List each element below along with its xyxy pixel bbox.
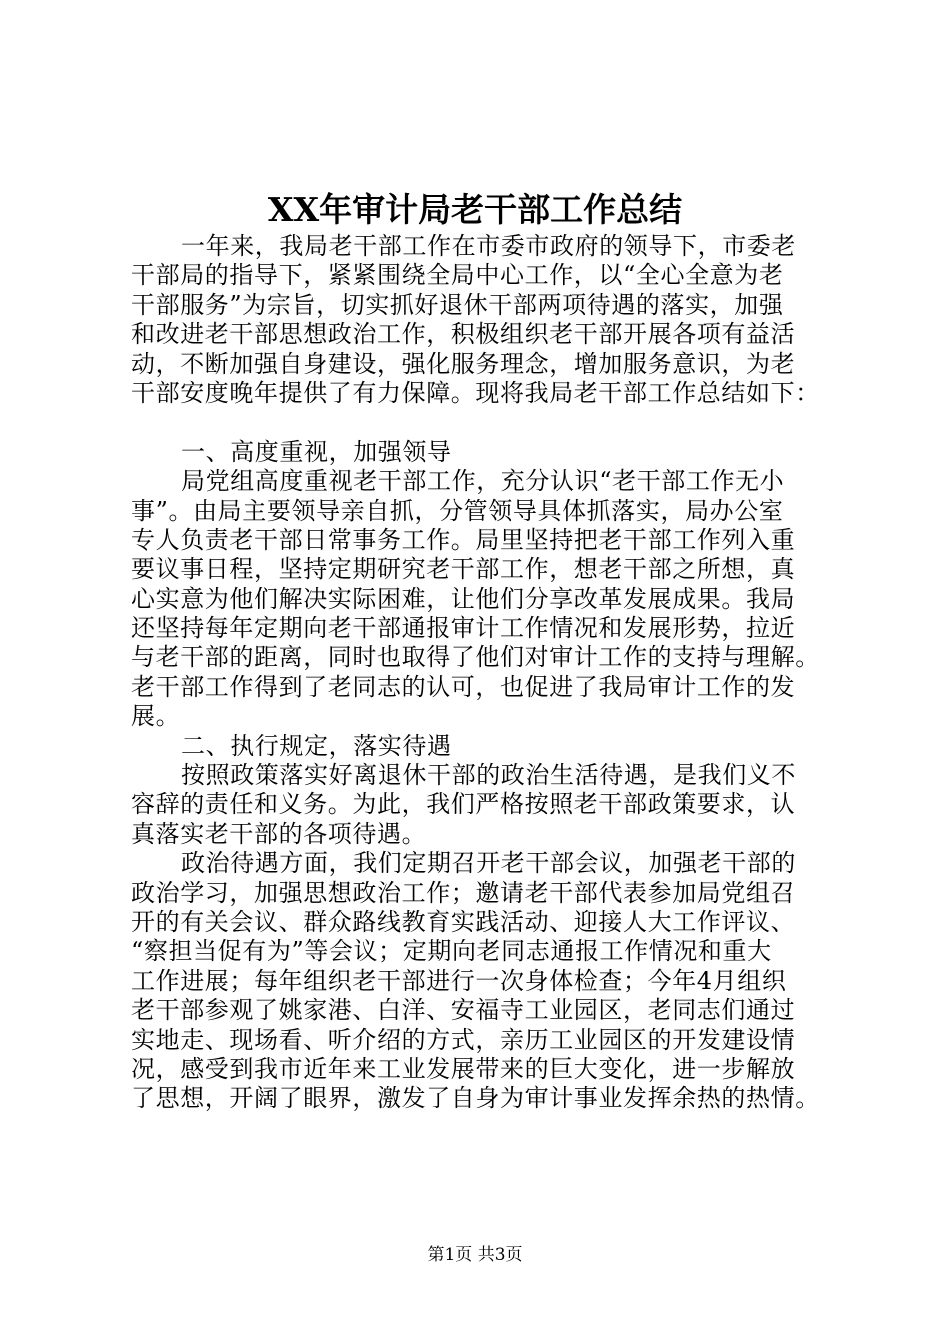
paragraph-line: 干部安度晚年提供了有力保障。现将我局老干部工作总结如下： (131, 378, 820, 407)
paragraph-line: 政治学习，加强思想政治工作；邀请老干部代表参加局党组召 (131, 878, 796, 907)
paragraph-line: 心实意为他们解决实际困难，让他们分享改革发展成果。我局 (131, 584, 796, 613)
paragraph-line: 实地走、现场看、听介绍的方式，亲历工业园区的开发建设情 (131, 1025, 796, 1054)
document-body (131, 232, 831, 1114)
section-heading: 二、执行规定，落实待遇 (181, 731, 452, 760)
paragraph-line: 事”。由局主要领导亲自抓，分管领导具体抓落实，局办公室 (131, 496, 784, 525)
paragraph-line: 干部服务”为宗旨，切实抓好退休干部两项待遇的落实，加强 (131, 290, 784, 319)
paragraph-line: 还坚持每年定期向老干部通报审计工作情况和发展形势，拉近 (131, 614, 796, 643)
paragraph-line: 和改进老干部思想政治工作，积极组织老干部开展各项有益活 (131, 320, 796, 349)
paragraph-line: 况，感受到我市近年来工业发展带来的巨大变化，进一步解放 (131, 1054, 796, 1083)
paragraph-line: 展。 (131, 702, 181, 731)
paragraph-line: 真落实老干部的各项待遇。 (131, 819, 427, 848)
paragraph-line: 开的有关会议、群众路线教育实践活动、迎接人大工作评议、 (131, 907, 796, 936)
page-number-footer: 第1页 共3页 (427, 1245, 523, 1265)
paragraph-line: 按照政策落实好离退休干部的政治生活待遇，是我们义不 (181, 761, 796, 790)
paragraph-line: 政治待遇方面，我们定期召开老干部会议，加强老干部的 (181, 849, 796, 878)
paragraph-line: “察担当促有为”等会议；定期向老同志通报工作情况和重大 (131, 937, 772, 966)
paragraph-line: 老干部工作得到了老同志的认可，也促进了我局审计工作的发 (131, 672, 796, 701)
paragraph-line: 局党组高度重视老干部工作，充分认识“老干部工作无小 (181, 467, 785, 496)
document-title: XX年审计局老干部工作总结 (267, 190, 683, 229)
paragraph-line: 与老干部的距离，同时也取得了他们对审计工作的支持与理解。 (131, 643, 820, 672)
paragraph-line: 干部局的指导下，紧紧围绕全局中心工作，以“全心全意为老 (131, 261, 784, 290)
paragraph-line: 动，不断加强自身建设，强化服务理念，增加服务意识，为老 (131, 349, 796, 378)
paragraph-line: 老干部参观了姚家港、白洋、安福寺工业园区，老同志们通过 (131, 996, 796, 1025)
paragraph-line: 一年来，我局老干部工作在市委市政府的领导下，市委老 (181, 232, 796, 260)
section-heading: 一、高度重视，加强领导 (181, 437, 452, 466)
paragraph-line: 专人负责老干部日常事务工作。局里坚持把老干部工作列入重 (131, 525, 796, 554)
paragraph-line: 工作进展；每年组织老干部进行一次身体检查；今年4月组织 (131, 966, 787, 995)
blank-line (131, 408, 831, 437)
paragraph-line: 了思想，开阔了眼界，激发了自身为审计事业发挥余热的热情。 (131, 1084, 820, 1113)
paragraph-line: 要议事日程，坚持定期研究老干部工作，想老干部之所想，真 (131, 555, 796, 584)
paragraph-line: 容辞的责任和义务。为此，我们严格按照老干部政策要求，认 (131, 790, 796, 819)
